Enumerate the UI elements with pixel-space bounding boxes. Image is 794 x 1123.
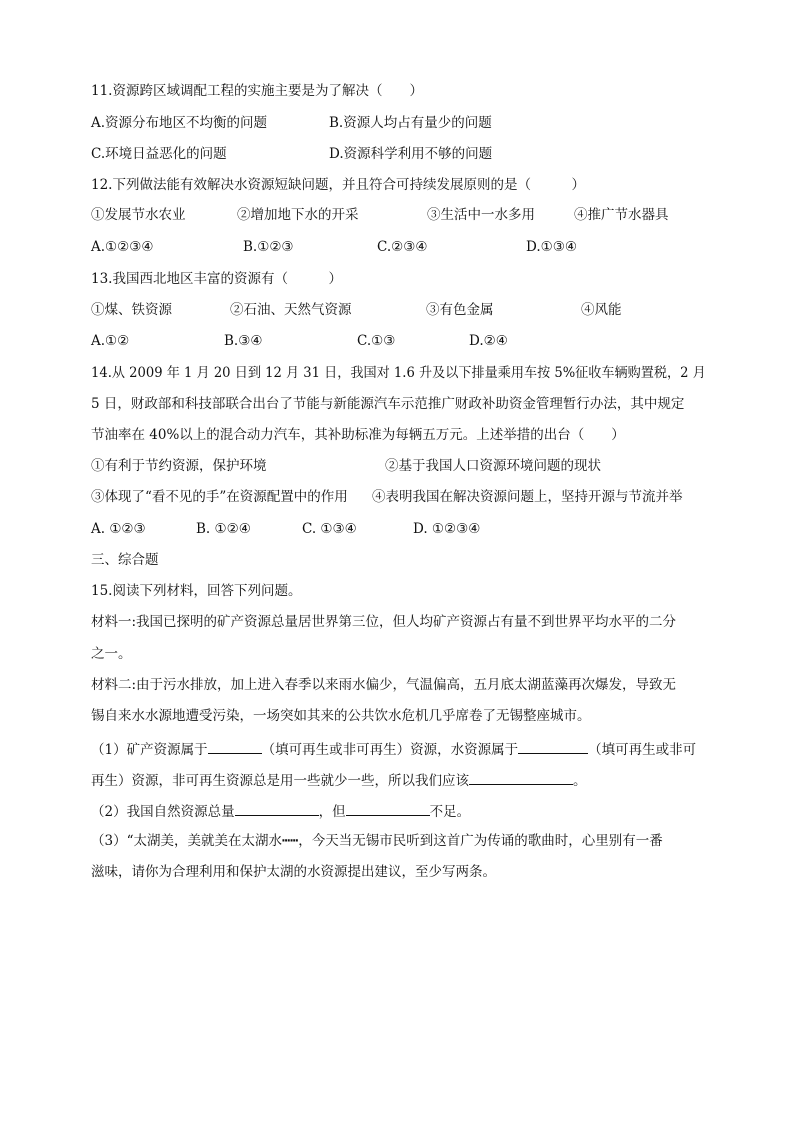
q12-option-d: D.①③④ xyxy=(526,239,577,255)
q15-part-1-text-c: （填可再生或非可 xyxy=(588,742,697,758)
section-title: 三、综合题 xyxy=(91,552,159,568)
q14-stem-line-1: 14.从 2009 年 1 月 20 日到 12 月 31 日，我国对 1.6 升及以下排量乘用车按 5%征收车辆购置税，2 月 xyxy=(91,365,706,381)
q14-option-d: D. ①②③④ xyxy=(413,521,481,537)
q12-option-b: B.①②③ xyxy=(243,239,294,255)
answer-blank[interactable] xyxy=(208,739,262,754)
answer-blank[interactable] xyxy=(235,801,319,816)
q15-material-1-line-1: 材料一:我国已探明的矿产资源总量居世界第三位，但人均矿产资源占有量不到世界平均水平的二分 xyxy=(91,614,677,630)
q11-stem: 11.资源跨区域调配工程的实施主要是为了解决（ ） xyxy=(91,83,423,99)
q15-part-2-text-c: 不足。 xyxy=(429,804,471,820)
q15-part-3-line-2: 滋味，请你为合理利用和保护太湖的水资源提出建议，至少写两条。 xyxy=(91,864,496,880)
q12-item-3: ③生活中一水多用 xyxy=(427,207,535,223)
q15-part-1-line-2 xyxy=(91,770,587,790)
q15-part-1-text-b: （填可再生或非可再生）资源，水资源属于 xyxy=(261,742,519,758)
q15-part-2-text-a: （2）我国自然资源总量 xyxy=(91,804,235,820)
q15-material-2-line-1: 材料二:由于污水排放，加上进入春季以来雨水偏少，气温偏高，五月底太湖蓝藻再次爆发，导致无 xyxy=(91,677,677,693)
answer-blank[interactable] xyxy=(469,770,573,785)
q11-option-c: C.环境日益恶化的问题 xyxy=(91,146,227,162)
q14-item-4: ④表明我国在解决资源问题上，坚持开源与节流并举 xyxy=(372,489,683,505)
q12-item-1: ①发展节水农业 xyxy=(91,207,186,223)
q11-option-a: A.资源分布地区不均衡的问题 xyxy=(91,115,268,131)
q13-option-d: D.②④ xyxy=(469,333,508,349)
q12-item-2: ②增加地下水的开采 xyxy=(237,207,359,223)
q12-option-c: C.②③④ xyxy=(377,239,428,255)
q13-option-c: C.①③ xyxy=(357,333,396,349)
q13-option-b: B.③④ xyxy=(224,333,263,349)
q15-material-2-line-2: 锡自来水水源地遭受污染，一场突如其来的公共饮水危机几乎席卷了无锡整座城市。 xyxy=(91,708,591,724)
q15-part-1-line-1 xyxy=(91,739,696,759)
q15-part-2-text-b: ，但 xyxy=(318,804,346,820)
q14-option-c: C. ①③④ xyxy=(302,521,357,537)
q13-item-4: ④风能 xyxy=(581,302,622,318)
q11-option-d: D.资源科学利用不够的问题 xyxy=(329,146,493,162)
q13-item-2: ②石油、天然气资源 xyxy=(230,302,352,318)
q15-part-1-text-d: 再生）资源，非可再生资源总是用一些就少一些，所以我们应该 xyxy=(91,773,469,789)
q13-item-3: ③有色金属 xyxy=(426,302,494,318)
q14-item-3: ③体现了“看不见的手”在资源配置中的作用 xyxy=(91,489,348,505)
q15-part-1-text-a: （1）矿产资源属于 xyxy=(91,742,208,758)
q12-option-a: A.①②③④ xyxy=(91,239,154,255)
q14-item-1: ①有利于节约资源，保护环境 xyxy=(91,458,267,474)
q13-stem: 13.我国西北地区丰富的资源有（ ） xyxy=(91,271,342,287)
q15-stem: 15.阅读下列材料，回答下列问题。 xyxy=(91,583,302,599)
q12-item-4: ④推广节水器具 xyxy=(574,207,669,223)
answer-blank[interactable] xyxy=(518,739,588,754)
q12-stem: 12.下列做法能有效解决水资源短缺问题，并且符合可持续发展原则的是（ ） xyxy=(91,177,585,193)
q15-part-3-line-1: （3）“太湖美，美就美在太湖水┅┅，今天当无锡市民听到这首广为传诵的歌曲时，心里别有一番 xyxy=(91,833,663,849)
answer-blank[interactable] xyxy=(346,801,430,816)
q14-stem-line-3: 节油率在 40%以上的混合动力汽车，其补助标准为每辆五万元。上述举措的出台（ ） xyxy=(91,427,625,443)
q14-option-b: B. ①②④ xyxy=(196,521,251,537)
q11-option-b: B.资源人均占有量少的问题 xyxy=(329,115,492,131)
q15-part-2 xyxy=(91,801,470,821)
q15-material-1-line-2: 之一。 xyxy=(91,646,132,662)
q15-part-1-text-e: 。 xyxy=(573,773,587,789)
q13-option-a: A.①② xyxy=(91,333,130,349)
q14-item-2: ②基于我国人口资源环境问题的现状 xyxy=(385,458,601,474)
q13-item-1: ①煤、铁资源 xyxy=(91,302,172,318)
q14-option-a: A. ①②③ xyxy=(91,521,146,537)
q14-stem-line-2: 5 日，财政部和科技部联合出台了节能与新能源汽车示范推广财政补助资金管理暂行办法，其中规定 xyxy=(91,396,685,412)
